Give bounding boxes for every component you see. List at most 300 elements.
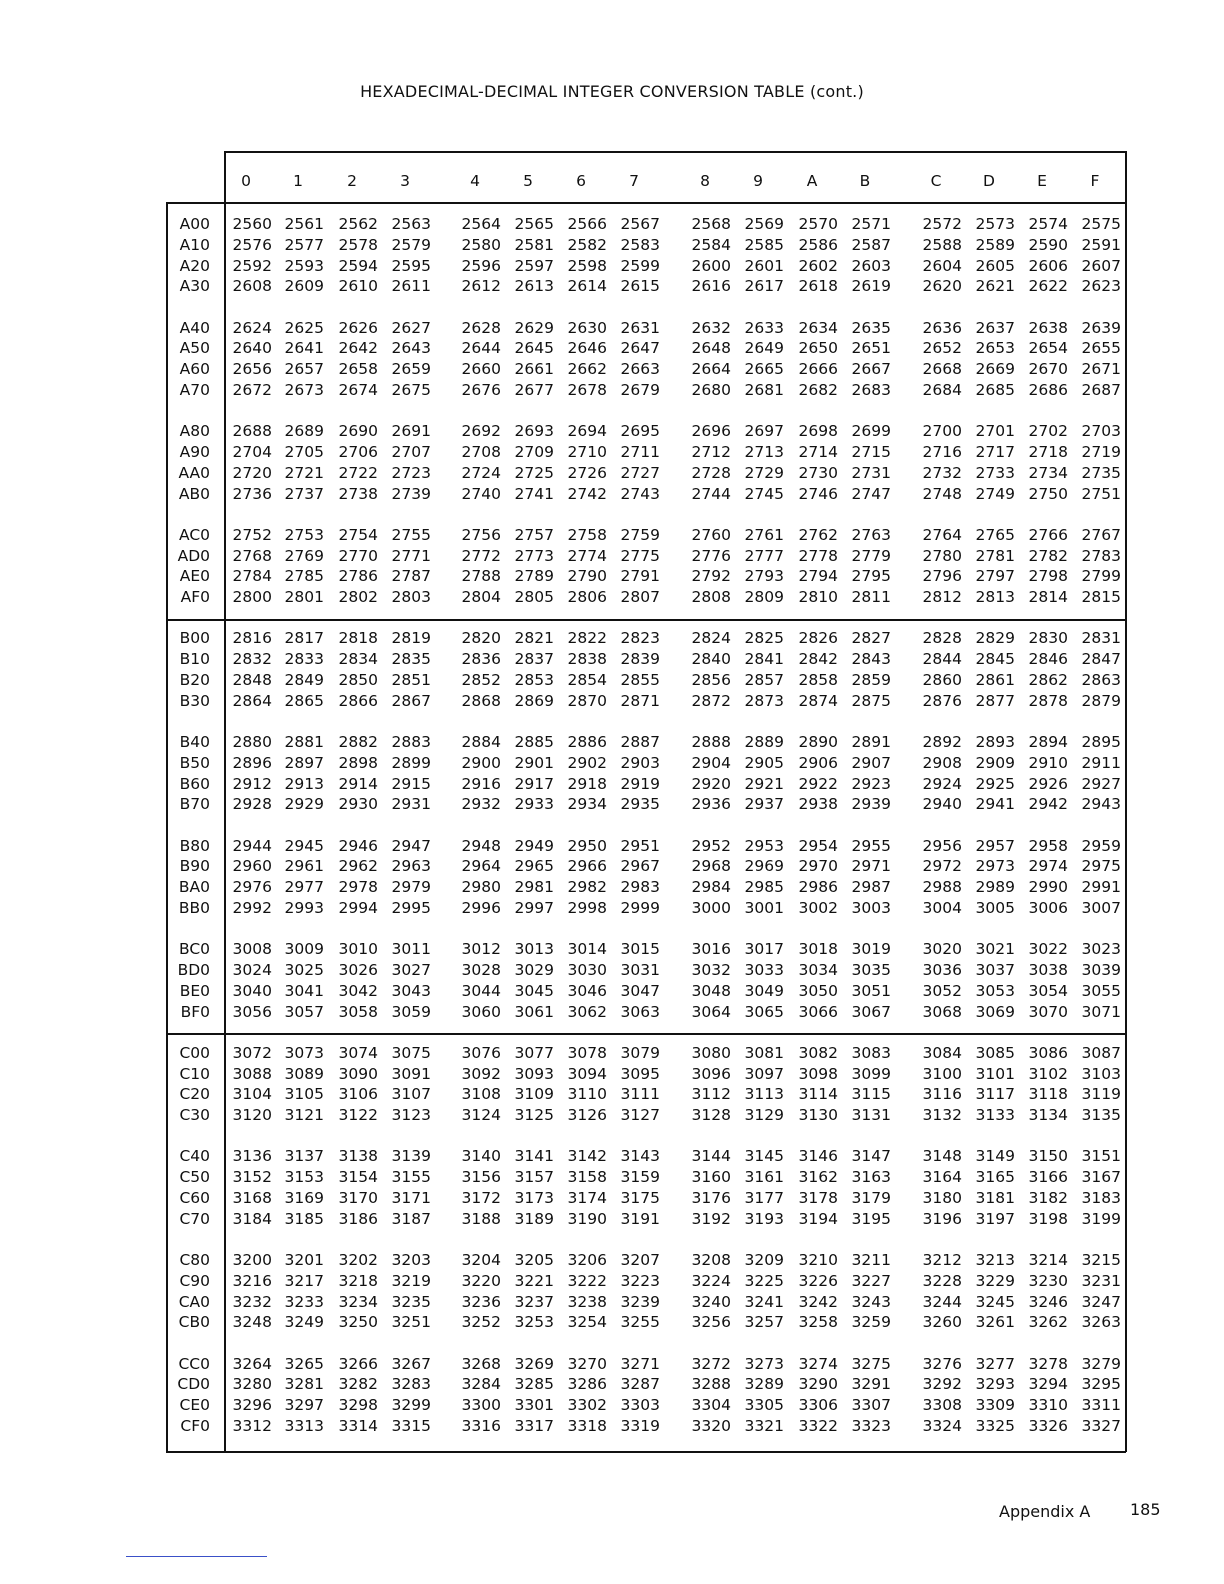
table-cell: 3256 — [691, 1313, 731, 1332]
table-cell: 3300 — [461, 1396, 501, 1415]
table-cell: 3263 — [1081, 1313, 1121, 1332]
table-cell: 3115 — [851, 1085, 891, 1104]
table-cell: 2600 — [691, 256, 731, 275]
table-cell: 2775 — [620, 546, 660, 565]
row-label: CA0 — [178, 1292, 210, 1311]
table-cell: 3211 — [851, 1251, 891, 1269]
table-cell: 3107 — [391, 1085, 431, 1104]
table-cell: 3206 — [567, 1251, 607, 1269]
table-cell: 2783 — [1081, 546, 1121, 565]
table-cell: 2724 — [461, 463, 501, 482]
table-cell: 3303 — [620, 1396, 660, 1415]
row-label: C10 — [179, 1064, 210, 1083]
table-cell: 3033 — [744, 961, 784, 979]
table-cell: 3311 — [1081, 1396, 1121, 1415]
table-cell: 2961 — [284, 857, 324, 876]
table-cell: 2910 — [1028, 753, 1068, 772]
table-cell: 2731 — [851, 463, 891, 482]
table-cell: 3214 — [1028, 1251, 1068, 1269]
table-cell: 2740 — [461, 484, 501, 503]
table-cell: 2823 — [620, 629, 660, 648]
table-cell: 3063 — [620, 1002, 660, 1021]
table-cell: 2950 — [567, 836, 607, 855]
table-cell: 2839 — [620, 650, 660, 669]
table-cell: 2795 — [851, 567, 891, 586]
table-cell: 2967 — [620, 857, 660, 876]
table-cell: 2573 — [975, 215, 1015, 233]
table-cell: 2583 — [620, 235, 660, 254]
table-cell: 2719 — [1081, 443, 1121, 461]
table-cell: 2658 — [338, 360, 378, 379]
table-cell: 3032 — [691, 961, 731, 979]
table-cell: 2946 — [338, 836, 378, 855]
table-cell: 3044 — [461, 981, 501, 1000]
table-cell: 2691 — [391, 422, 431, 441]
table-cell: 2919 — [620, 774, 660, 793]
table-cell: 2686 — [1028, 381, 1068, 399]
table-cell: 2693 — [514, 422, 554, 441]
table-cell: 2571 — [851, 215, 891, 233]
table-cell: 2962 — [338, 857, 378, 876]
table-cell: 3124 — [461, 1106, 501, 1125]
table-cell: 2942 — [1028, 795, 1068, 814]
table-cell: 3304 — [691, 1396, 731, 1415]
table-cell: 2656 — [232, 360, 272, 379]
row-label: C60 — [179, 1189, 210, 1207]
table-cell: 3075 — [391, 1043, 431, 1062]
table-cell: 2838 — [567, 650, 607, 669]
table-cell: 2861 — [975, 671, 1015, 689]
table-cell: 3018 — [798, 940, 838, 959]
table-cell: 3272 — [691, 1354, 731, 1373]
table-cell: 3204 — [461, 1251, 501, 1269]
table-cell: 3219 — [391, 1271, 431, 1290]
table-cell: 2818 — [338, 629, 378, 648]
table-cell: 2959 — [1081, 836, 1121, 855]
table-cell: 3238 — [567, 1292, 607, 1311]
table-cell: 3193 — [744, 1209, 784, 1228]
row-label: B60 — [179, 774, 210, 793]
table-cell: 2987 — [851, 878, 891, 897]
table-cell: 3005 — [975, 899, 1015, 917]
table-cell: 2980 — [461, 878, 501, 897]
table-cell: 3074 — [338, 1043, 378, 1062]
table-cell: 3098 — [798, 1064, 838, 1083]
table-cell: 3049 — [744, 981, 784, 1000]
table-cell: 2672 — [232, 381, 272, 399]
table-cell: 3261 — [975, 1313, 1015, 1332]
table-cell: 2630 — [567, 318, 607, 337]
table-cell: 3275 — [851, 1354, 891, 1373]
table-cell: 2960 — [232, 857, 272, 876]
table-cell: 2627 — [391, 318, 431, 337]
table-cell: 2673 — [284, 381, 324, 399]
table-cell: 3137 — [284, 1147, 324, 1166]
table-cell: 3078 — [567, 1043, 607, 1062]
column-header: 0 — [241, 172, 251, 190]
table-cell: 3012 — [461, 940, 501, 959]
table-cell: 3239 — [620, 1292, 660, 1311]
table-cell: 3215 — [1081, 1251, 1121, 1269]
table-cell: 2963 — [391, 857, 431, 876]
table-cell: 3217 — [284, 1271, 324, 1290]
table-cell: 3280 — [232, 1375, 272, 1394]
table-cell: 3244 — [922, 1292, 962, 1311]
table-cell: 2841 — [744, 650, 784, 669]
table-cell: 2971 — [851, 857, 891, 876]
table-cell: 3133 — [975, 1106, 1015, 1125]
table-cell: 2984 — [691, 878, 731, 897]
table-cell: 3262 — [1028, 1313, 1068, 1332]
table-cell: 2762 — [798, 525, 838, 544]
table-cell: 2704 — [232, 443, 272, 461]
table-cell: 3148 — [922, 1147, 962, 1166]
table-cell: 2591 — [1081, 235, 1121, 254]
table-cell: 3187 — [391, 1209, 431, 1228]
table-cell: 3027 — [391, 961, 431, 979]
table-cell: 3045 — [514, 981, 554, 1000]
table-cell: 3251 — [391, 1313, 431, 1332]
table-cell: 3234 — [338, 1292, 378, 1311]
table-cell: 2563 — [391, 215, 431, 233]
table-cell: 3126 — [567, 1106, 607, 1125]
table-cell: 3144 — [691, 1147, 731, 1166]
table-cell: 3179 — [851, 1189, 891, 1207]
table-cell: 2780 — [922, 546, 962, 565]
table-cell: 3297 — [284, 1396, 324, 1415]
table-cell: 2626 — [338, 318, 378, 337]
table-cell: 3114 — [798, 1085, 838, 1104]
table-cell: 3000 — [691, 899, 731, 917]
table-cell: 2643 — [391, 339, 431, 358]
table-cell: 2814 — [1028, 588, 1068, 607]
table-cell: 2933 — [514, 795, 554, 814]
table-cell: 3316 — [461, 1417, 501, 1435]
table-cell: 2634 — [798, 318, 838, 337]
row-label: C00 — [179, 1043, 210, 1062]
table-cell: 2569 — [744, 215, 784, 233]
table-cell: 2708 — [461, 443, 501, 461]
table-cell: 3030 — [567, 961, 607, 979]
table-cell: 3146 — [798, 1147, 838, 1166]
table-cell: 3083 — [851, 1043, 891, 1062]
table-cell: 3260 — [922, 1313, 962, 1332]
table-cell: 3325 — [975, 1417, 1015, 1435]
table-cell: 2886 — [567, 733, 607, 751]
table-cell: 2676 — [461, 381, 501, 399]
table-cell: 3135 — [1081, 1106, 1121, 1125]
table-cell: 2903 — [620, 753, 660, 772]
row-label: C30 — [179, 1106, 210, 1125]
table-cell: 2791 — [620, 567, 660, 586]
table-cell: 3169 — [284, 1189, 324, 1207]
table-cell: 3025 — [284, 961, 324, 979]
table-cell: 2894 — [1028, 733, 1068, 751]
table-cell: 2579 — [391, 235, 431, 254]
table-cell: 2584 — [691, 235, 731, 254]
table-cell: 3143 — [620, 1147, 660, 1166]
table-cell: 3227 — [851, 1271, 891, 1290]
table-cell: 2747 — [851, 484, 891, 503]
table-cell: 2820 — [461, 629, 501, 648]
table-cell: 2993 — [284, 899, 324, 917]
table-cell: 2722 — [338, 463, 378, 482]
table-cell: 2983 — [620, 878, 660, 897]
table-cell: 2564 — [461, 215, 501, 233]
column-header: D — [983, 172, 995, 190]
table-cell: 3058 — [338, 1002, 378, 1021]
table-cell: 2851 — [391, 671, 431, 689]
table-cell: 3216 — [232, 1271, 272, 1290]
table-cell: 3176 — [691, 1189, 731, 1207]
table-cell: 3020 — [922, 940, 962, 959]
table-cell: 2989 — [975, 878, 1015, 897]
table-cell: 2786 — [338, 567, 378, 586]
table-cell: 3266 — [338, 1354, 378, 1373]
table-cell: 3037 — [975, 961, 1015, 979]
row-label: CB0 — [178, 1313, 210, 1332]
table-cell: 2867 — [391, 691, 431, 710]
table-cell: 2815 — [1081, 588, 1121, 607]
table-cell: 3051 — [851, 981, 891, 1000]
table-cell: 3043 — [391, 981, 431, 1000]
table-cell: 2650 — [798, 339, 838, 358]
table-cell: 3120 — [232, 1106, 272, 1125]
table-cell: 3190 — [567, 1209, 607, 1228]
table-cell: 3131 — [851, 1106, 891, 1125]
table-cell: 3208 — [691, 1251, 731, 1269]
table-cell: 3023 — [1081, 940, 1121, 959]
row-label: A50 — [179, 339, 210, 358]
table-cell: 2957 — [975, 836, 1015, 855]
table-cell: 3194 — [798, 1209, 838, 1228]
table-cell: 3002 — [798, 899, 838, 917]
table-cell: 2906 — [798, 753, 838, 772]
table-cell: 2727 — [620, 463, 660, 482]
table-cell: 3248 — [232, 1313, 272, 1332]
table-cell: 3202 — [338, 1251, 378, 1269]
table-cell: 2842 — [798, 650, 838, 669]
table-cell: 2889 — [744, 733, 784, 751]
table-cell: 3319 — [620, 1417, 660, 1435]
table-cell: 3071 — [1081, 1002, 1121, 1021]
table-cell: 2596 — [461, 256, 501, 275]
column-header: 3 — [400, 172, 410, 190]
table-cell: 2567 — [620, 215, 660, 233]
table-cell: 2612 — [461, 277, 501, 296]
row-label: BB0 — [178, 899, 210, 917]
table-cell: 2930 — [338, 795, 378, 814]
table-cell: 2965 — [514, 857, 554, 876]
table-cell: 2713 — [744, 443, 784, 461]
table-cell: 3031 — [620, 961, 660, 979]
table-cell: 3029 — [514, 961, 554, 979]
table-cell: 2936 — [691, 795, 731, 814]
table-cell: 3296 — [232, 1396, 272, 1415]
footer-appendix-label: Appendix A — [999, 1502, 1091, 1521]
table-cell: 2636 — [922, 318, 962, 337]
table-cell: 2938 — [798, 795, 838, 814]
table-cell: 3321 — [744, 1417, 784, 1435]
table-cell: 3034 — [798, 961, 838, 979]
table-cell: 3048 — [691, 981, 731, 1000]
table-cell: 3291 — [851, 1375, 891, 1394]
table-cell: 3177 — [744, 1189, 784, 1207]
table-cell: 3199 — [1081, 1209, 1121, 1228]
table-cell: 3050 — [798, 981, 838, 1000]
table-cell: 3127 — [620, 1106, 660, 1125]
table-cell: 2662 — [567, 360, 607, 379]
table-cell: 2992 — [232, 899, 272, 917]
table-cell: 2920 — [691, 774, 731, 793]
table-cell: 2601 — [744, 256, 784, 275]
row-label: B20 — [179, 671, 210, 689]
table-cell: 3017 — [744, 940, 784, 959]
row-label: C70 — [179, 1209, 210, 1228]
column-header: 5 — [523, 172, 533, 190]
table-cell: 3093 — [514, 1064, 554, 1083]
table-cell: 2999 — [620, 899, 660, 917]
table-cell: 2928 — [232, 795, 272, 814]
table-cell: 2734 — [1028, 463, 1068, 482]
table-cell: 2565 — [514, 215, 554, 233]
table-cell: 2625 — [284, 318, 324, 337]
table-cell: 2671 — [1081, 360, 1121, 379]
table-cell: 3273 — [744, 1354, 784, 1373]
table-cell: 2857 — [744, 671, 784, 689]
table-cell: 3295 — [1081, 1375, 1121, 1394]
table-cell: 2603 — [851, 256, 891, 275]
table-cell: 2703 — [1081, 422, 1121, 441]
table-cell: 3166 — [1028, 1168, 1068, 1187]
table-cell: 2855 — [620, 671, 660, 689]
table-cell: 3292 — [922, 1375, 962, 1394]
table-cell: 3019 — [851, 940, 891, 959]
row-label: B30 — [179, 691, 210, 710]
table-cell: 2958 — [1028, 836, 1068, 855]
table-cell: 2798 — [1028, 567, 1068, 586]
table-cell: 3086 — [1028, 1043, 1068, 1062]
table-cell: 2899 — [391, 753, 431, 772]
table-cell: 2825 — [744, 629, 784, 648]
table-cell: 3182 — [1028, 1189, 1068, 1207]
table-cell: 2850 — [338, 671, 378, 689]
table-cell: 2918 — [567, 774, 607, 793]
table-cell: 2994 — [338, 899, 378, 917]
table-cell: 3041 — [284, 981, 324, 1000]
table-cell: 2844 — [922, 650, 962, 669]
row-label: A60 — [179, 360, 210, 379]
table-cell: 3277 — [975, 1354, 1015, 1373]
table-cell: 2927 — [1081, 774, 1121, 793]
table-cell: 3198 — [1028, 1209, 1068, 1228]
table-cell: 3070 — [1028, 1002, 1068, 1021]
table-cell: 3068 — [922, 1002, 962, 1021]
table-cell: 3315 — [391, 1417, 431, 1435]
table-cell: 2611 — [391, 277, 431, 296]
table-cell: 3003 — [851, 899, 891, 917]
table-cell: 2710 — [567, 443, 607, 461]
table-cell: 3237 — [514, 1292, 554, 1311]
row-label: A90 — [179, 443, 210, 461]
table-cell: 3327 — [1081, 1417, 1121, 1435]
table-cell: 3006 — [1028, 899, 1068, 917]
table-cell: 3052 — [922, 981, 962, 1000]
table-cell: 3175 — [620, 1189, 660, 1207]
table-cell: 2715 — [851, 443, 891, 461]
table-cell: 2956 — [922, 836, 962, 855]
table-cell: 3158 — [567, 1168, 607, 1187]
table-cell: 2574 — [1028, 215, 1068, 233]
table-cell: 3097 — [744, 1064, 784, 1083]
table-cell: 2858 — [798, 671, 838, 689]
table-cell: 3302 — [567, 1396, 607, 1415]
column-header: 9 — [753, 172, 763, 190]
table-cell: 3085 — [975, 1043, 1015, 1062]
table-cell: 3231 — [1081, 1271, 1121, 1290]
row-label: AE0 — [179, 567, 210, 586]
table-cell: 2893 — [975, 733, 1015, 751]
table-cell: 2680 — [691, 381, 731, 399]
table-cell: 2581 — [514, 235, 554, 254]
table-cell: 3174 — [567, 1189, 607, 1207]
table-cell: 2689 — [284, 422, 324, 441]
table-cell: 2594 — [338, 256, 378, 275]
table-cell: 3181 — [975, 1189, 1015, 1207]
table-cell: 3191 — [620, 1209, 660, 1228]
table-cell: 3164 — [922, 1168, 962, 1187]
table-cell: 3026 — [338, 961, 378, 979]
table-cell: 3220 — [461, 1271, 501, 1290]
table-cell: 2597 — [514, 256, 554, 275]
table-cell: 2692 — [461, 422, 501, 441]
table-cell: 2879 — [1081, 691, 1121, 710]
table-cell: 3170 — [338, 1189, 378, 1207]
table-cell: 2771 — [391, 546, 431, 565]
table-cell: 3178 — [798, 1189, 838, 1207]
table-cell: 3228 — [922, 1271, 962, 1290]
table-cell: 3109 — [514, 1085, 554, 1104]
table-cell: 2683 — [851, 381, 891, 399]
table-cell: 3269 — [514, 1354, 554, 1373]
table-cell: 2978 — [338, 878, 378, 897]
table-cell: 2570 — [798, 215, 838, 233]
table-cell: 3243 — [851, 1292, 891, 1311]
table-cell: 2694 — [567, 422, 607, 441]
table-cell: 3241 — [744, 1292, 784, 1311]
table-cell: 3274 — [798, 1354, 838, 1373]
table-cell: 2774 — [567, 546, 607, 565]
table-cell: 2972 — [922, 857, 962, 876]
table-cell: 2585 — [744, 235, 784, 254]
table-cell: 2732 — [922, 463, 962, 482]
table-cell: 3282 — [338, 1375, 378, 1394]
table-cell: 3151 — [1081, 1147, 1121, 1166]
table-cell: 2776 — [691, 546, 731, 565]
table-cell: 2751 — [1081, 484, 1121, 503]
row-label: C90 — [179, 1271, 210, 1290]
table-cell: 3226 — [798, 1271, 838, 1290]
table-cell: 3264 — [232, 1354, 272, 1373]
table-cell: 2706 — [338, 443, 378, 461]
table-cell: 3212 — [922, 1251, 962, 1269]
table-cell: 2653 — [975, 339, 1015, 358]
table-cell: 3121 — [284, 1106, 324, 1125]
table-cell: 3054 — [1028, 981, 1068, 1000]
table-cell: 2789 — [514, 567, 554, 586]
table-cell: 2669 — [975, 360, 1015, 379]
table-cell: 3072 — [232, 1043, 272, 1062]
